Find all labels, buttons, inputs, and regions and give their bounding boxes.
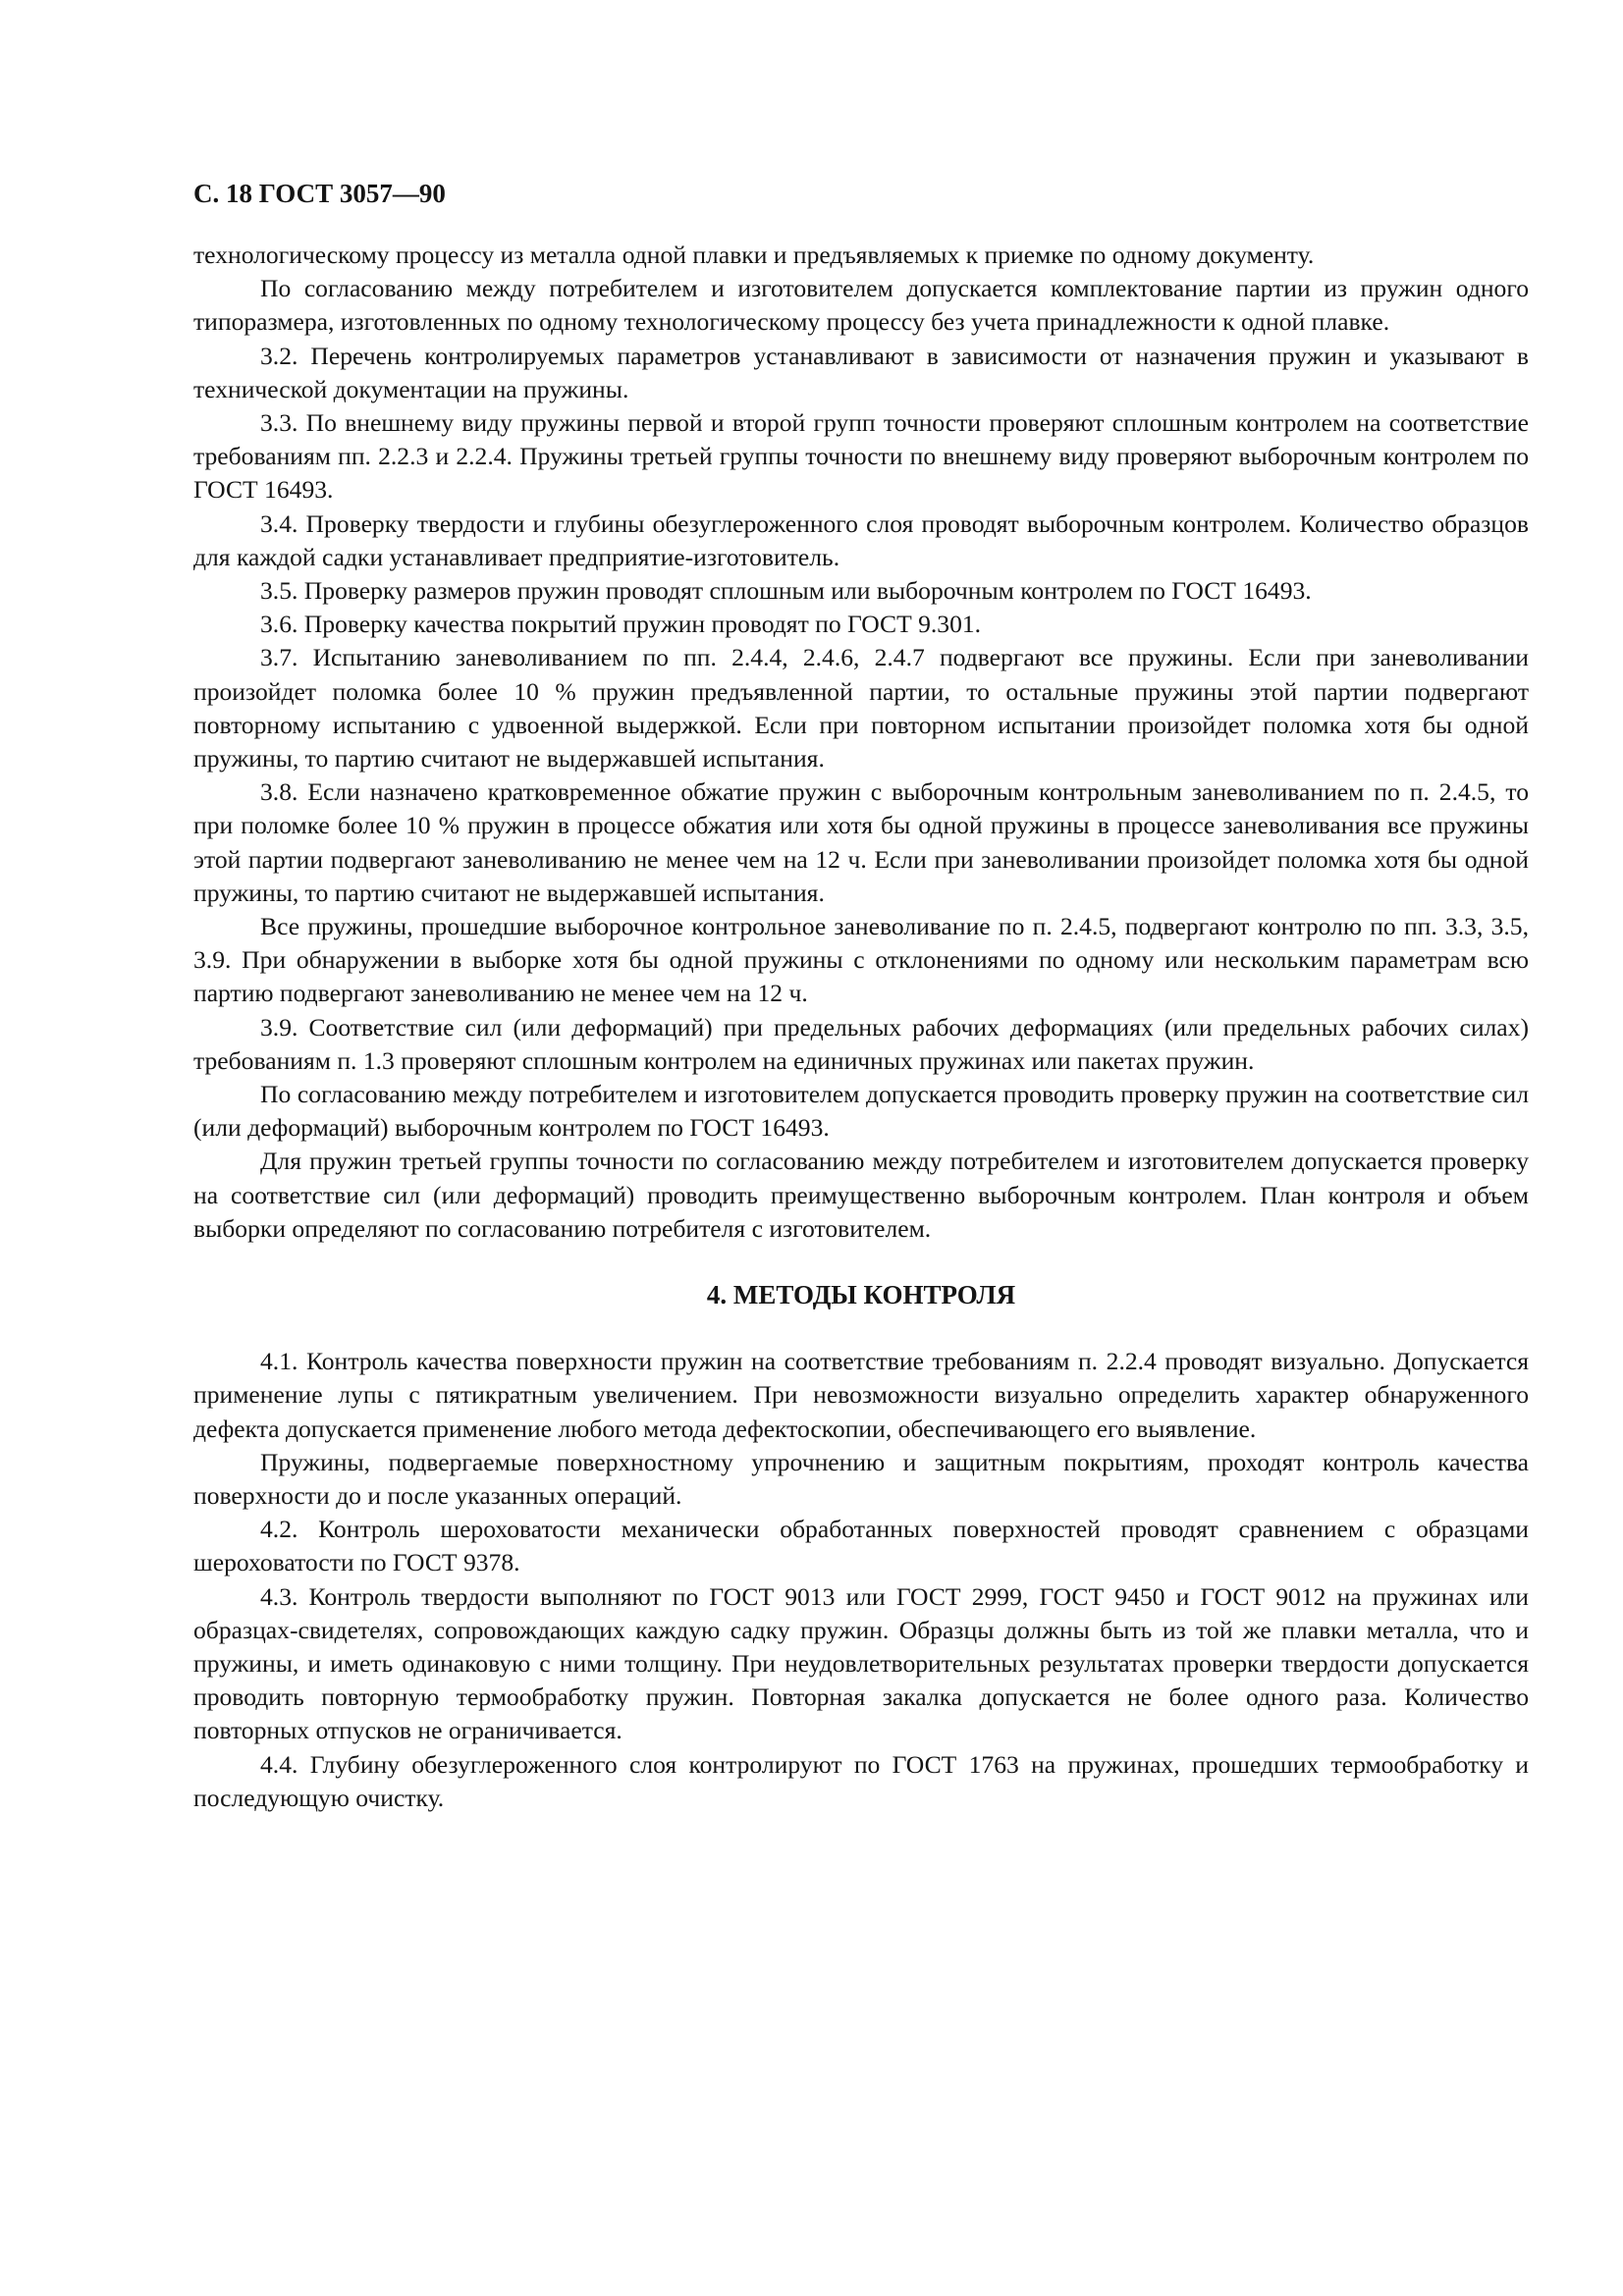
paragraph-3-4: 3.4. Проверку твердости и глубины обезуглероженного слоя проводят выборочным контролем. Количество образцов для каждой садки устанавливает предприятие-изготовитель. — [193, 508, 1529, 571]
paragraph-3-5: 3.5. Проверку размеров пружин проводят сплошным или выборочным контролем по ГОСТ 16493. — [260, 576, 1312, 606]
paragraph: Пружины, подвергаемые поверхностному упрочнению и защитным покрытиям, проходят контроль качества поверхности до и после указанных операций. — [193, 1447, 1529, 1510]
paragraph-4-3: 4.3. Контроль твердости выполняют по ГОСТ 9013 или ГОСТ 2999, ГОСТ 9450 и ГОСТ 9012 на пружинах или образцах-свидетелях, сопровождающих каждую садку пружин. Образцы должны быть из той же плавки металла, что и пружины, и иметь одинаковую с ними толщину. При неудовлетворительных результатах проверки твердости допускается проводить повторную термообработку пружин. Повторная закалка допускается не более одного раза. Количество повторных отпусков не ограничивается. — [193, 1581, 1529, 1745]
paragraph: По согласованию между потребителем и изготовителем допускается проводить проверку пружин на соответствие сил (или деформаций) выборочным контролем по ГОСТ 16493. — [193, 1080, 1529, 1143]
paragraph-continuation: технологическому процессу из металла одной плавки и предъявляемых к приемке по одному документу. — [193, 240, 1315, 269]
section-4-title: 4. МЕТОДЫ КОНТРОЛЯ — [706, 1280, 1016, 1310]
paragraph: Все пружины, прошедшие выборочное контрольное заневоливание по п. 2.4.5, подвергают контролю по пп. 3.3, 3.5, 3.9. При обнаружении в выборке хотя бы одной пружины с отклонениями по одному или нескольким параметрам всю партию подвергают заневоливанию не менее чем на 12 ч. — [193, 912, 1529, 1008]
paragraph-3-9: 3.9. Соответствие сил (или деформаций) при предельных рабочих деформациях (или предельных рабочих силах) требованиям п. 1.3 проверяют сплошным контролем на единичных пружинах или пакетах пружин. — [193, 1012, 1529, 1075]
paragraph-4-1: 4.1. Контроль качества поверхности пружин на соответствие требованиям п. 2.2.4 проводят визуально. Допускается применение лупы с пятикратным увеличением. При невозможности визуально определить характер обнаруженного дефекта допускается применение любого метода дефектоскопии, обеспечивающего его выявление. — [193, 1347, 1529, 1443]
document-page — [193, 179, 1529, 1815]
paragraph-3-6: 3.6. Проверку качества покрытий пружин проводят по ГОСТ 9.301. — [260, 610, 982, 639]
paragraph: По согласованию между потребителем и изготовителем допускается комплектование партии из пружин одного типоразмера, изготовленных по одному технологическому процессу без учета принадлежности к одной плавке. — [193, 274, 1529, 337]
paragraph-4-2: 4.2. Контроль шероховатости механически обработанных поверхностей проводят сравнением с образцами шероховатости по ГОСТ 9378. — [193, 1515, 1529, 1577]
paragraph-3-7: 3.7. Испытанию заневоливанием по пп. 2.4.4, 2.4.6, 2.4.7 подвергают все пружины. Если при заневоливании произойдет поломка более 10 % пружин предъявленной партии, то остальные пружины этой партии подвергают повторному испытанию с удвоенной выдержкой. Если при повторном испытании произойдет поломка хотя бы одной пружины, то партию считают не выдержавшей испытания. — [193, 643, 1529, 774]
paragraph-3-8: 3.8. Если назначено кратковременное обжатие пружин с выборочным контрольным заневоливанием по п. 2.4.5, то при поломке более 10 % пружин в процессе обжатия или хотя бы одной пружины в процессе заневоливания все пружины этой партии подвергают заневоливанию не менее чем на 12 ч. Если при заневоливании произойдет поломка хотя бы одной пружины, то партию считают не выдержавшей испытания. — [193, 777, 1529, 907]
page-header: С. 18 ГОСТ 3057—90 — [193, 179, 446, 208]
paragraph-3-3: 3.3. По внешнему виду пружины первой и второй групп точности проверяют сплошным контролем на соответствие требованиям пп. 2.2.3 и 2.2.4. Пружины третьей группы точности по внешнему виду проверяют выборочным контролем по ГОСТ 16493. — [193, 408, 1529, 505]
section-4-body — [193, 1345, 1529, 1815]
paragraph-4-4: 4.4. Глубину обезуглероженного слоя контролируют по ГОСТ 1763 на пружинах, прошедших термообработку и последующую очистку. — [193, 1749, 1529, 1812]
paragraph-3-2: 3.2. Перечень контролируемых параметров устанавливают в зависимости от назначения пружин и указывают в технической документации на пружины. — [193, 341, 1529, 403]
paragraph: Для пружин третьей группы точности по согласованию между потребителем и изготовителем допускается проверку на соответствие сил (или деформаций) проводить преимущественно выборочным контролем. План контроля и объем выборки определяют по согласованию потребителя с изготовителем. — [193, 1147, 1529, 1243]
section-3-body — [193, 239, 1529, 1246]
